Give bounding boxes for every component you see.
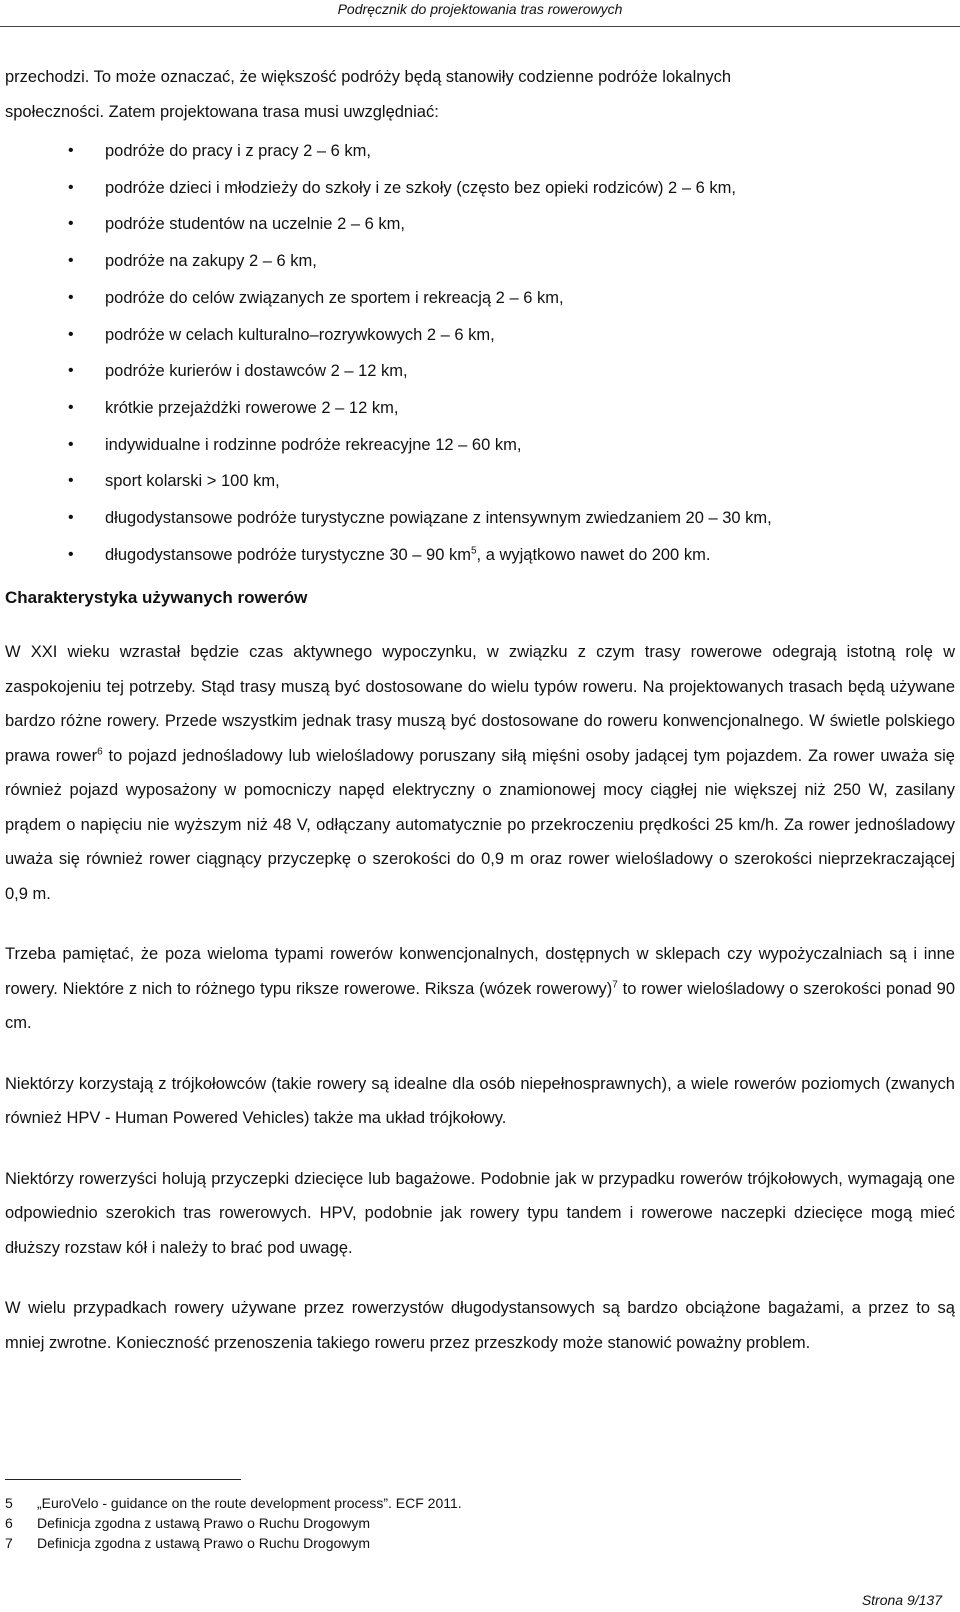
bullet-icon: • <box>68 472 74 490</box>
intro-line-1: przechodzi. To może oznaczać, że większość podróży będą stanowiły codzienne podróże lokalnych <box>5 68 732 86</box>
paragraph-trailers: Niektórzy rowerzyści holują przyczepki dziecięce lub bagażowe. Podobnie jak w przypadku rowerów trójkołowych, wymagają one odpowiednio szerokich tras rowerowych. HPV, podobnie jak rowery typu tandem i rowerowe naczepki dziecięce mogą mieć dłuższy rozstaw kół i należy to brać pod uwagę. <box>5 1169 955 1257</box>
footnote-ref-7[interactable]: 7 <box>612 979 618 991</box>
intro-paragraph <box>5 60 955 129</box>
intro-line-2: społeczności. Zatem projektowana trasa musi uwzględniać: <box>5 102 439 121</box>
header-title: Podręcznik do projektowania tras rowerowych <box>337 1 623 17</box>
bullet-icon: • <box>68 545 74 563</box>
bullet-icon: • <box>68 288 74 306</box>
paragraph-bike-types: W XXI wieku wzrastał będzie czas aktywnego wypoczynku, w związku z czym trasy rowerowe odegrają istotną rolę w zaspokojeniu tej potrzeby. Stąd trasy muszą być dostosowane do wielu typów roweru. Na projektowanych trasach będą używane bardzo różne rowery. Przede wszystkim jednak trasy muszą być dostosowane do roweru konwencjonalnego. W świetle polskiego prawa rower$^6$ to pojazd jednośladowy lub wielośladowy poruszany siłą mięśni osoby jadącej tym pojazdem. Za rower uważa się również pojazd wyposażony w pomocniczy napęd elektryczny o znamionowej mocy ciągłej nie większej niż 250 W, zasilany prądem o napięciu nie wyższym niż 48 V, odłączany automatycznie po przekroczeniu prędkości 25 km/h. Za rower jednośladowy uważa się również rower ciągnący przyczepkę o szerokości do 0,9 m oraz rower wielośladowy o szerokości nieprzekraczającej 0,9 m. <box>5 643 955 903</box>
list-item: • podróże kurierów i dostawców 2 – 12 km, <box>5 353 955 390</box>
bullet-icon: • <box>68 435 74 453</box>
bullet-icon: • <box>68 325 74 343</box>
bullet-icon: • <box>68 509 74 527</box>
list-item: • podróże do celów związanych ze sportem i rekreacją 2 – 6 km, <box>5 280 955 317</box>
page-number: Strona 9/137 <box>861 1592 942 1608</box>
list-item: • podróże dzieci i młodzieży do szkoły i ze szkoły (często bez opieki rodziców) 2 – 6 km, <box>5 170 955 207</box>
bullet-icon: • <box>68 215 74 233</box>
list-item: • podróże studentów na uczelnie 2 – 6 km, <box>5 206 955 243</box>
footnote-ref-6[interactable]: 6 <box>97 746 103 758</box>
paragraph-long-distance: W wielu przypadkach rowery używane przez rowerzystów długodystansowych są bardzo obciążone bagażami, a przez to są mniej zwrotne. Konieczność przenoszenia takiego roweru przez przeszkody może stanowić poważny problem. <box>5 1299 955 1352</box>
bullet-icon: • <box>68 362 74 380</box>
bullet-icon: • <box>68 398 74 416</box>
footnote-ref-5[interactable]: 5 <box>470 545 477 557</box>
list-item: • długodystansowe podróże turystyczne powiązane z intensywnym zwiedzaniem 20 – 30 km, <box>5 500 955 537</box>
list-item: • indywidualne i rodzinne podróże rekreacyjne 12 – 60 km, <box>5 427 955 464</box>
list-item: • podróże do pracy i z pracy 2 – 6 km, <box>5 133 955 170</box>
paragraph-rickshaws: Trzeba pamiętać, że poza wieloma typami rowerów konwencjonalnych, dostępnych w sklepach czy wypożyczalniach są i inne rowery. Niektóre z nich to różnego typu riksze rowerowe. Riksza (wózek rowerowy)$^7$ to rower wielośladowy o szerokości ponad 90 cm. <box>5 945 956 1033</box>
trip-types-list <box>5 133 955 573</box>
bullet-icon: • <box>68 252 74 270</box>
section-title: Charakterystyka używanych rowerów <box>5 588 308 608</box>
footnote-5: 5 „EuroVelo - guidance on the route development process”. ECF 2011. <box>5 1495 462 1511</box>
footnote-7: 7 Definicja zgodna z ustawą Prawo o Ruchu Drogowym <box>5 1535 371 1551</box>
paragraph-tricycles: Niektórzy korzystają z trójkołowców (takie rowery są idealne dla osób niepełnosprawnych), a wiele rowerów poziomych (zwanych również HPV - Human Powered Vehicles) także ma układ trójkołowy. <box>5 1074 955 1128</box>
page-content <box>5 60 955 1360</box>
page-header <box>0 0 960 27</box>
bullet-icon: • <box>68 178 74 196</box>
list-item: • podróże na zakupy 2 – 6 km, <box>5 243 955 280</box>
footnote-divider <box>5 1479 241 1480</box>
list-item: • podróże w celach kulturalno–rozrywkowych 2 – 6 km, <box>5 317 955 354</box>
footnotes <box>5 1493 462 1553</box>
list-item: • sport kolarski > 100 km, <box>5 463 955 500</box>
list-item: • długodystansowe podróże turystyczne 30 – 90 $km^5$, a wyjątkowo nawet do 200 km. <box>5 537 955 574</box>
bullet-icon: • <box>68 142 74 159</box>
footnote-6: 6 Definicja zgodna z ustawą Prawo o Ruchu Drogowym <box>5 1515 371 1531</box>
list-item: • krótkie przejażdżki rowerowe 2 – 12 km, <box>5 390 955 427</box>
